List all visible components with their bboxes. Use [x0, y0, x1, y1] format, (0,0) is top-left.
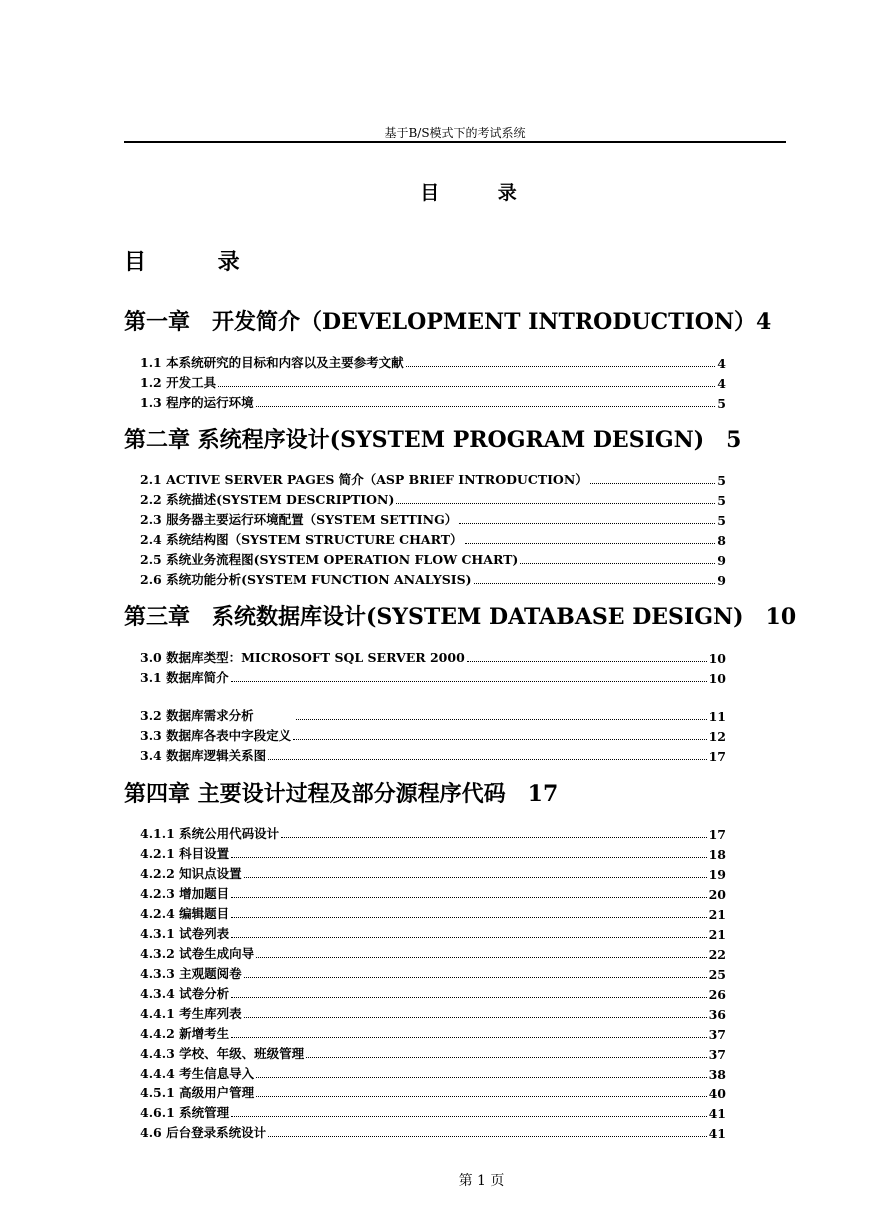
- toc-entry-4-2-1[interactable]: [140, 844, 726, 862]
- toc-entry-page: 5: [717, 473, 726, 488]
- toc-entry-2-1[interactable]: [140, 470, 726, 488]
- toc-entry-label: 3.4 数据库逻辑关系图: [140, 748, 267, 763]
- dot-leader: [231, 1116, 706, 1117]
- toc-entry-label: 4.3.2 试卷生成向导: [140, 946, 255, 961]
- toc-entry-page: 5: [717, 396, 726, 411]
- toc-entry-label: 2.2 系统描述(SYSTEM DESCRIPTION): [140, 492, 395, 507]
- toc-entry-label: 4.2.1 科目设置: [140, 846, 230, 861]
- toc-entry-label: 4.2.3 增加题目: [140, 886, 230, 901]
- toc-entry-page: 10: [708, 651, 726, 666]
- toc-entry-page: 8: [717, 533, 726, 548]
- toc-entry-label: 2.1 ACTIVE SERVER PAGES 简介（ASP BRIEF INTRODUCTION）: [140, 472, 588, 487]
- page-footer: 第 1 页: [458, 1173, 505, 1189]
- toc-entry-label: 2.6 系统功能分析(SYSTEM FUNCTION ANALYSIS): [140, 572, 472, 587]
- dot-leader: [296, 719, 707, 720]
- toc-entry-page: 17: [708, 827, 726, 842]
- toc-entry-page: 9: [717, 553, 726, 568]
- toc-heading: 目 录: [124, 250, 272, 275]
- toc-entry-3-4[interactable]: [140, 746, 726, 764]
- toc-entry-1-2[interactable]: [140, 373, 726, 391]
- toc-entry-label: 3.0 数据库类型：MICROSOFT SQL SERVER 2000: [140, 650, 465, 665]
- toc-entry-page: 41: [708, 1106, 726, 1121]
- toc-entry-4-2-4[interactable]: [140, 904, 726, 922]
- toc-entry-label: 4.6.1 系统管理: [140, 1105, 230, 1120]
- running-header: 基于B/S模式下的考试系统: [384, 126, 526, 140]
- toc-entry-4-3-4[interactable]: [140, 984, 726, 1002]
- toc-entry-page: 41: [708, 1126, 726, 1141]
- toc-entry-page: 10: [708, 671, 726, 686]
- toc-entry-page: 9: [717, 573, 726, 588]
- dot-leader: [256, 1077, 706, 1078]
- toc-entry-page: 5: [717, 493, 726, 508]
- toc-entry-page: 20: [708, 887, 726, 902]
- toc-entry-label: 4.3.3 主观题阅卷: [140, 966, 242, 981]
- toc-entry-page: 18: [708, 847, 726, 862]
- dot-leader: [244, 977, 707, 978]
- toc-entry-label: 4.2.4 编辑题目: [140, 906, 230, 921]
- toc-entry-2-6[interactable]: [140, 570, 726, 588]
- header-rule: [124, 141, 786, 143]
- toc-entry-page: 19: [708, 867, 726, 882]
- toc-entry-label: 3.3 数据库各表中字段定义: [140, 728, 292, 743]
- toc-entry-page: 22: [708, 947, 726, 962]
- toc-entry-page: 21: [708, 927, 726, 942]
- toc-entry-3-1[interactable]: [140, 668, 726, 686]
- toc-entry-label: 4.2.2 知识点设置: [140, 866, 242, 881]
- toc-entry-3-0[interactable]: [140, 648, 726, 666]
- toc-entry-label: 4.5.1 高级用户管理: [140, 1085, 255, 1100]
- dot-leader: [231, 681, 707, 682]
- toc-entry-label: 4.3.4 试卷分析: [140, 986, 230, 1001]
- toc-entry-page: 26: [708, 987, 726, 1002]
- toc-entry-label: 1.1 本系统研究的目标和内容以及主要参考文献: [140, 355, 404, 370]
- toc-entry-label: 4.4.1 考生库列表: [140, 1006, 242, 1021]
- toc-entry-4-4-3[interactable]: [140, 1044, 726, 1062]
- toc-entry-4-3-2[interactable]: [140, 944, 726, 962]
- toc-entry-label: 4.3.1 试卷列表: [140, 926, 230, 941]
- chapter-1-heading[interactable]: 第一章 开发简介（DEVELOPMENT INTRODUCTION）4: [124, 309, 772, 335]
- toc-entry-3-2[interactable]: [140, 706, 726, 724]
- toc-entry-label: 3.1 数据库简介: [140, 670, 229, 685]
- toc-entry-label: 1.3 程序的运行环境: [140, 395, 254, 410]
- dot-leader: [474, 583, 716, 584]
- dot-leader: [231, 857, 706, 858]
- dot-leader: [467, 661, 707, 662]
- dot-leader: [306, 1057, 706, 1058]
- toc-entry-label: 2.5 系统业务流程图(SYSTEM OPERATION FLOW CHART): [140, 552, 519, 567]
- dot-leader: [244, 1017, 707, 1018]
- chapter-3-heading[interactable]: 第三章 系统数据库设计(SYSTEM DATABASE DESIGN) 10: [124, 604, 797, 630]
- toc-entry-2-3[interactable]: [140, 510, 726, 528]
- dot-leader: [218, 386, 715, 387]
- dot-leader: [520, 563, 715, 564]
- toc-entry-1-3[interactable]: [140, 393, 726, 411]
- toc-entry-label: 3.2 数据库需求分析: [140, 708, 254, 723]
- toc-entry-page: 40: [708, 1086, 726, 1101]
- dot-leader: [244, 877, 707, 878]
- dot-leader: [231, 997, 706, 998]
- dot-leader: [231, 897, 706, 898]
- toc-entry-label: 4.4.2 新增考生: [140, 1026, 230, 1041]
- toc-entry-page: 4: [717, 356, 726, 371]
- toc-entry-page: 25: [708, 967, 726, 982]
- dot-leader: [231, 917, 706, 918]
- toc-entry-4-2-2[interactable]: [140, 864, 726, 882]
- dot-leader: [231, 1037, 706, 1038]
- toc-entry-page: 12: [708, 729, 726, 744]
- toc-entry-page: 37: [708, 1027, 726, 1042]
- dot-leader: [256, 957, 706, 958]
- toc-entry-page: 37: [708, 1047, 726, 1062]
- dot-leader: [268, 759, 706, 760]
- dot-leader: [293, 739, 706, 740]
- toc-entry-label: 2.3 服务器主要运行环境配置（SYSTEM SETTING）: [140, 512, 458, 527]
- dot-leader: [406, 366, 716, 367]
- toc-entry-4-4-2[interactable]: [140, 1024, 726, 1042]
- toc-entry-label: 4.6 后台登录系统设计: [140, 1125, 267, 1140]
- dot-leader: [396, 503, 715, 504]
- toc-entry-page: 36: [708, 1007, 726, 1022]
- toc-entry-3-3[interactable]: [140, 726, 726, 744]
- toc-entry-1-1[interactable]: [140, 353, 726, 371]
- document-title: 目 录: [420, 182, 543, 204]
- toc-entry-page: 21: [708, 907, 726, 922]
- toc-entry-4-6-1[interactable]: [140, 1103, 726, 1121]
- dot-leader: [590, 483, 716, 484]
- toc-entry-label: 2.4 系统结构图（SYSTEM STRUCTURE CHART）: [140, 532, 463, 547]
- toc-entry-page: 5: [717, 513, 726, 528]
- toc-entry-label: 4.4.3 学校、年级、班级管理: [140, 1046, 305, 1061]
- toc-entry-label: 1.2 开发工具: [140, 375, 217, 390]
- chapter-4-heading[interactable]: 第四章 主要设计过程及部分源程序代码 17: [124, 781, 559, 807]
- toc-entry-page: 17: [708, 749, 726, 764]
- toc-entry-label: 4.1.1 系统公用代码设计: [140, 826, 280, 841]
- dot-leader: [268, 1136, 706, 1137]
- dot-leader: [281, 837, 706, 838]
- toc-entry-4-4-1[interactable]: [140, 1004, 726, 1022]
- toc-entry-2-5[interactable]: [140, 550, 726, 568]
- toc-entry-page: 11: [708, 709, 726, 724]
- dot-leader: [256, 406, 716, 407]
- toc-entry-4-3-3[interactable]: [140, 964, 726, 982]
- toc-entry-page: 4: [717, 376, 726, 391]
- toc-entry-page: 38: [708, 1067, 726, 1082]
- toc-entry-4-6[interactable]: [140, 1123, 726, 1141]
- dot-leader: [231, 937, 706, 938]
- chapter-2-heading[interactable]: 第二章 系统程序设计(SYSTEM PROGRAM DESIGN) 5: [124, 427, 742, 453]
- toc-entry-label: 4.4.4 考生信息导入: [140, 1066, 255, 1081]
- dot-leader: [459, 523, 715, 524]
- toc-entry-4-4-4[interactable]: [140, 1064, 726, 1082]
- toc-entry-2-2[interactable]: [140, 490, 726, 508]
- toc-entry-2-4[interactable]: [140, 530, 726, 548]
- dot-leader: [465, 543, 716, 544]
- dot-leader: [256, 1096, 706, 1097]
- toc-entry-4-5-1[interactable]: [140, 1083, 726, 1101]
- toc-entry-4-2-3[interactable]: [140, 884, 726, 902]
- toc-entry-4-3-1[interactable]: [140, 924, 726, 942]
- toc-entry-4-1-1[interactable]: [140, 824, 726, 842]
